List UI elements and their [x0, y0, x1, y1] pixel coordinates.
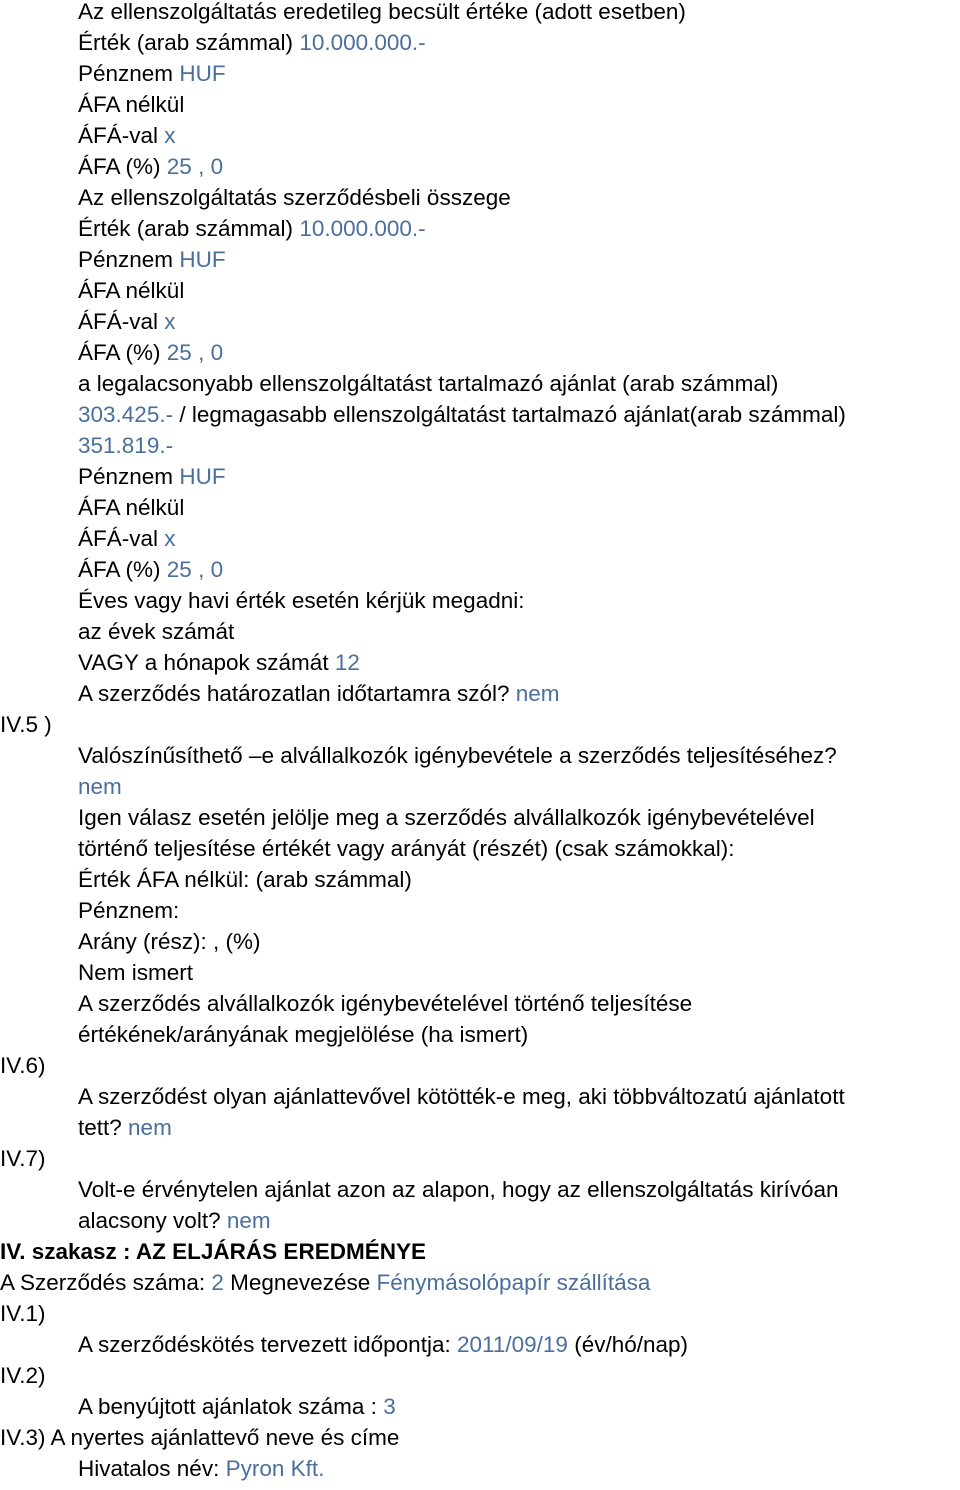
official-name-label: Hivatalos név: — [78, 1456, 220, 1481]
vat-percent-label: ÁFA (%) — [78, 340, 161, 365]
section-number-iv6: IV.6) — [0, 1053, 46, 1078]
section-number-iv5: IV.5 ) — [0, 712, 52, 737]
variant-offer-question-end: tett? — [78, 1115, 122, 1140]
contract-name: Fénymásolópapír szállítása — [376, 1270, 651, 1295]
official-name-row — [78, 1453, 324, 1484]
section-heading: IV. szakasz : AZ ELJÁRÁS EREDMÉNYE — [0, 1239, 426, 1264]
vat-percent-value: 25 , 0 — [166, 154, 224, 179]
vat-percent-row — [78, 337, 223, 368]
vat-included-row — [78, 120, 176, 151]
date-format-label: (év/hó/nap) — [574, 1332, 689, 1357]
contract-number-label: A Szerződés száma: — [0, 1270, 206, 1295]
currency-value: HUF — [179, 61, 226, 86]
vat-included-mark: x — [164, 309, 176, 334]
invalid-offer-answer: nem — [226, 1208, 271, 1233]
vat-included-mark: x — [164, 123, 176, 148]
unknown-label: Nem ismert — [78, 960, 194, 985]
contract-number: 2 — [211, 1270, 224, 1295]
contract-name-label: Megnevezése — [230, 1270, 371, 1295]
invalid-offer-question-end: alacsony volt? — [78, 1208, 221, 1233]
subcontractor-instruction-2: történő teljesítése értékét vagy arányát (részét) (csak számokkal): — [78, 836, 735, 861]
indefinite-term-row — [78, 678, 560, 709]
period-instruction: Éves vagy havi érték esetén kérjük megadni: — [78, 588, 525, 613]
section-number-iv7: IV.7) — [0, 1146, 46, 1171]
vat-included-row — [78, 306, 176, 337]
highest-offer-amount: 351.819.- — [78, 433, 174, 458]
highest-offer-label: / legmagasabb ellenszolgáltatást tartalmazó ajánlat(arab számmal) — [173, 402, 846, 427]
variant-offer-answer: nem — [128, 1115, 172, 1140]
variant-offer-row — [78, 1112, 172, 1143]
invalid-offer-question: Volt-e érvénytelen ajánlat azon az alapon, hogy az ellenszolgáltatás kirívóan — [78, 1177, 839, 1202]
vat-included-row — [78, 523, 176, 554]
vat-excluded-label: ÁFA nélkül — [78, 495, 185, 520]
subcontractor-value-note-2: értékének/arányának megjelölése (ha ismert) — [78, 1022, 529, 1047]
indefinite-term-answer: nem — [515, 681, 560, 706]
vat-included-label: ÁFÁ-val — [78, 309, 159, 334]
contract-row — [0, 1267, 650, 1298]
indefinite-term-label: A szerződés határozatlan időtartamra szól? — [78, 681, 510, 706]
currency-row — [78, 244, 226, 275]
currency-value: HUF — [179, 247, 226, 272]
value-label: Érték (arab számmal) — [78, 30, 294, 55]
winner-heading: IV.3) A nyertes ajánlattevő neve és címe — [0, 1425, 400, 1450]
currency-row — [78, 58, 226, 89]
offer-range-row — [78, 399, 846, 430]
answer-value: nem — [78, 774, 122, 799]
lowest-offer-heading: a legalacsonyabb ellenszolgáltatást tartalmazó ajánlat (arab számmal) — [78, 371, 779, 396]
value-amount: 10.000.000.- — [299, 216, 426, 241]
invalid-offer-row — [78, 1205, 271, 1236]
subcontractor-question: Valószínűsíthető –e alvállalkozók igénybevétele a szerződés teljesítéséhez? — [78, 743, 837, 768]
vat-percent-value: 25 , 0 — [166, 557, 224, 582]
subcontractor-currency-label: Pénznem: — [78, 898, 180, 923]
vat-included-label: ÁFÁ-val — [78, 526, 159, 551]
original-value-row — [78, 27, 426, 58]
months-value: 12 — [334, 650, 360, 675]
lowest-offer-value: 303.425.- — [78, 402, 174, 427]
value-label: Érték (arab számmal) — [78, 216, 294, 241]
vat-included-label: ÁFÁ-val — [78, 123, 159, 148]
months-row — [78, 647, 360, 678]
value-without-vat-label: Érték ÁFA nélkül: (arab számmal) — [78, 867, 412, 892]
vat-percent-row — [78, 554, 223, 585]
currency-row — [78, 461, 226, 492]
official-name: Pyron Kft. — [225, 1456, 325, 1481]
vat-percent-label: ÁFA (%) — [78, 557, 161, 582]
contract-value-row — [78, 213, 426, 244]
offer-count-label: A benyújtott ajánlatok száma : — [78, 1394, 377, 1419]
currency-label: Pénznem — [78, 464, 174, 489]
value-amount: 10.000.000.- — [299, 30, 426, 55]
vat-included-mark: x — [164, 526, 176, 551]
currency-label: Pénznem — [78, 247, 174, 272]
offer-count: 3 — [383, 1394, 396, 1419]
contract-value-heading: Az ellenszolgáltatás szerződésbeli összege — [78, 185, 511, 210]
currency-label: Pénznem — [78, 61, 174, 86]
highest-offer-value — [78, 430, 173, 461]
vat-excluded-label: ÁFA nélkül — [78, 278, 185, 303]
vat-percent-value: 25 , 0 — [166, 340, 224, 365]
variant-offer-question: A szerződést olyan ajánlattevővel kötötték-e meg, aki többváltozatú ajánlatott — [78, 1084, 845, 1109]
section-number-iv1: IV.1) — [0, 1301, 46, 1326]
contract-date-row — [78, 1329, 688, 1360]
vat-percent-label: ÁFA (%) — [78, 154, 161, 179]
months-label: VAGY a hónapok számát — [78, 650, 329, 675]
subcontractor-instruction-1: Igen válasz esetén jelölje meg a szerződés alvállalkozók igénybevételével — [78, 805, 815, 830]
subcontractor-value-note-1: A szerződés alvállalkozók igénybevételével történő teljesítése — [78, 991, 693, 1016]
vat-percent-row — [78, 151, 223, 182]
contract-date: 2011/09/19 — [456, 1332, 568, 1357]
years-label: az évek számát — [78, 619, 235, 644]
vat-excluded-label: ÁFA nélkül — [78, 92, 185, 117]
subcontractor-answer — [78, 771, 122, 802]
original-value-heading: Az ellenszolgáltatás eredetileg becsült értéke (adott esetben) — [78, 0, 686, 24]
section-number-iv2: IV.2) — [0, 1363, 46, 1388]
contract-date-label: A szerződéskötés tervezett időpontja: — [78, 1332, 451, 1357]
currency-value: HUF — [179, 464, 226, 489]
ratio-label: Arány (rész): , (%) — [78, 929, 261, 954]
offer-count-row — [78, 1391, 396, 1422]
